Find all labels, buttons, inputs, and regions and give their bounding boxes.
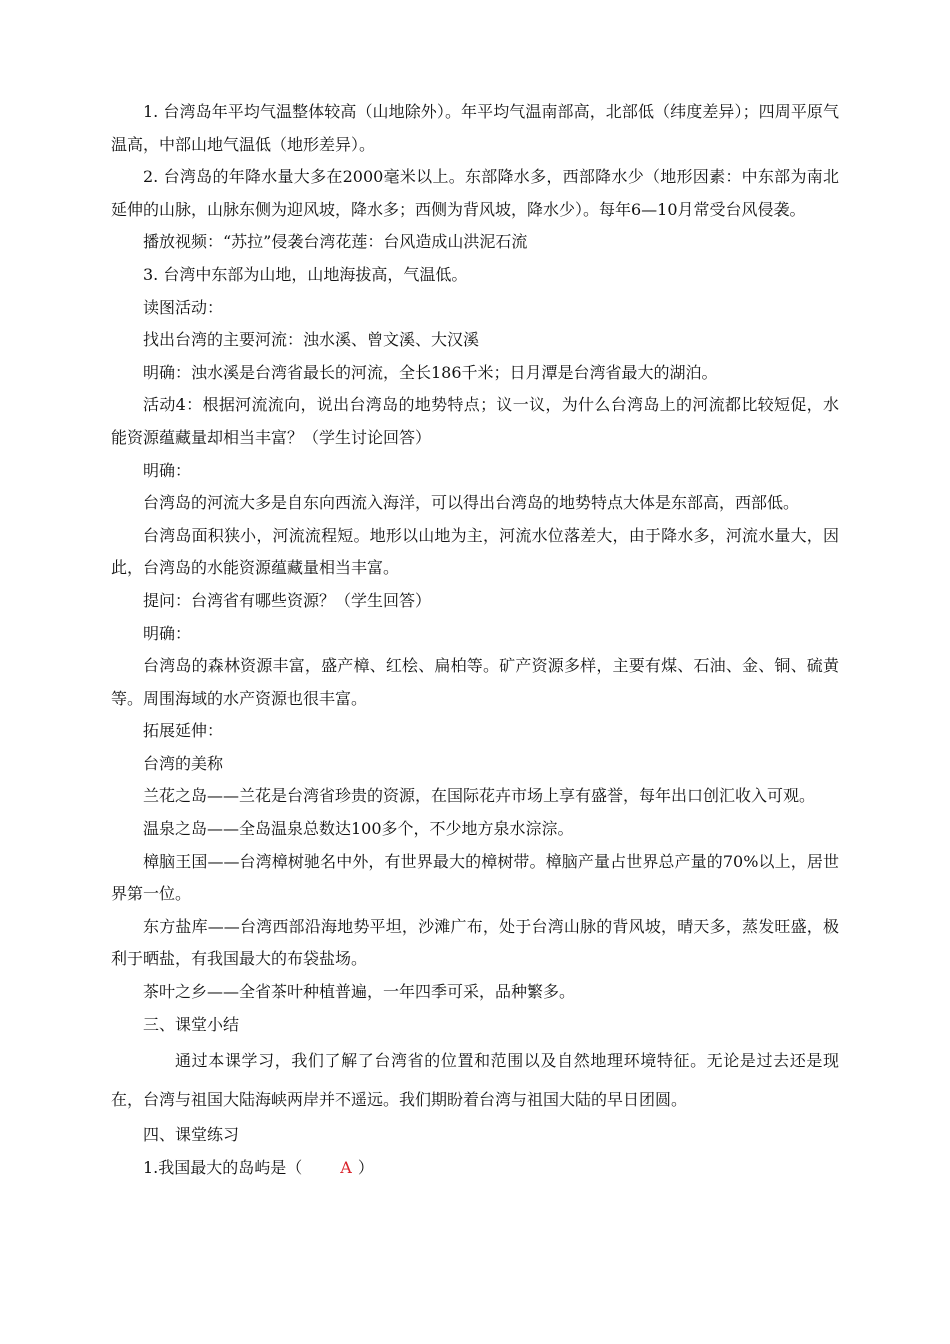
- section-heading-summary: 三、课堂小结: [143, 1014, 240, 1034]
- paragraph-hydropower: 台湾岛面积狭小，河流流程短。地形以山地为主，河流水位落差大，由于降水多，河流水量大，因此，台湾岛的水能资源蕴藏量相当丰富。: [111, 525, 839, 578]
- paragraph-nicknames-title: 台湾的美称: [143, 753, 224, 773]
- paragraph-orchid-island: 兰花之岛——兰花是台湾省珍贵的资源，在国际花卉市场上享有盛誉，每年出口创汇收入可观。: [143, 786, 816, 806]
- paragraph-clarify-1: 明确：: [143, 460, 192, 480]
- document-page: [111, 96, 839, 1184]
- paragraph-activity-4: 活动4：根据河流流向，说出台湾岛的地势特点；议一议，为什么台湾岛上的河流都比较短促，水能资源蕴藏量却相当丰富？（学生讨论回答）: [111, 395, 839, 447]
- paragraph-hot-spring-island: 温泉之岛——全岛温泉总数达100多个，不少地方泉水淙淙。: [143, 819, 574, 839]
- section-heading-exercise: 四、课堂练习: [143, 1125, 240, 1145]
- paragraph-terrain: 台湾岛的河流大多是自东向西流入海洋，可以得出台湾岛的地势特点大体是东部高，西部低。: [143, 493, 800, 513]
- paragraph-map-activity: 读图活动：: [143, 297, 224, 317]
- paragraph-mountains: 3. 台湾中东部为山地，山地海拔高，气温低。: [143, 264, 468, 284]
- exercise-question-1: [111, 1152, 839, 1185]
- paragraph-question-resources: 提问：台湾省有哪些资源？（学生回答）: [143, 590, 432, 610]
- paragraph-precipitation: 2. 台湾岛的年降水量大多在2000毫米以上。东部降水多，西部降水少（地形因素：中东部为南北延伸的山脉，山脉东侧为迎风坡，降水多；西侧为背风坡，降水少）。每年6—10月常受台风侵袭。: [111, 167, 839, 219]
- paragraph-video: 播放视频：“苏拉”侵袭台湾花莲：台风造成山洪泥石流: [143, 232, 528, 252]
- question-answer: A: [340, 1157, 352, 1177]
- question-suffix: ）: [357, 1157, 374, 1177]
- paragraph-river-facts: 明确：浊水溪是台湾省最长的河流，全长186千米；日月潭是台湾省最大的湖泊。: [143, 362, 718, 382]
- paragraph-tea-hometown: 茶叶之乡——全省茶叶种植普遍，一年四季可采，品种繁多。: [143, 982, 576, 1002]
- paragraph-temperature: 1. 台湾岛年平均气温整体较高（山地除外）。年平均气温南部高，北部低（纬度差异）；四周平原气温高，中部山地气温低（地形差异）。: [111, 102, 839, 154]
- paragraph-salt-store: 东方盐库——台湾西部沿海地势平坦，沙滩广布，处于台湾山脉的背风坡，晴天多，蒸发旺盛，极利于晒盐，有我国最大的布袋盐场。: [111, 916, 839, 969]
- question-prefix: 1.我国最大的岛屿是（: [143, 1157, 303, 1177]
- paragraph-rivers: 找出台湾的主要河流：浊水溪、曾文溪、大汉溪: [143, 330, 480, 350]
- paragraph-camphor-kingdom: 樟脑王国——台湾樟树驰名中外，有世界最大的樟树带。樟脑产量占世界总产量的70%以上，居世界第一位。: [111, 851, 839, 904]
- paragraph-resources: 台湾岛的森林资源丰富，盛产樟、红桧、扁柏等。矿产资源多样，主要有煤、石油、金、铜、硫黄等。周围海域的水产资源也很丰富。: [111, 656, 839, 708]
- paragraph-summary: 通过本课学习，我们了解了台湾省的位置和范围以及自然地理环境特征。无论是过去还是现在，台湾与祖国大陆海峡两岸并不遥远。我们期盼着台湾与祖国大陆的早日团圆。: [111, 1051, 839, 1110]
- paragraph-extension: 拓展延伸：: [143, 721, 224, 741]
- paragraph-clarify-2: 明确：: [143, 623, 192, 643]
